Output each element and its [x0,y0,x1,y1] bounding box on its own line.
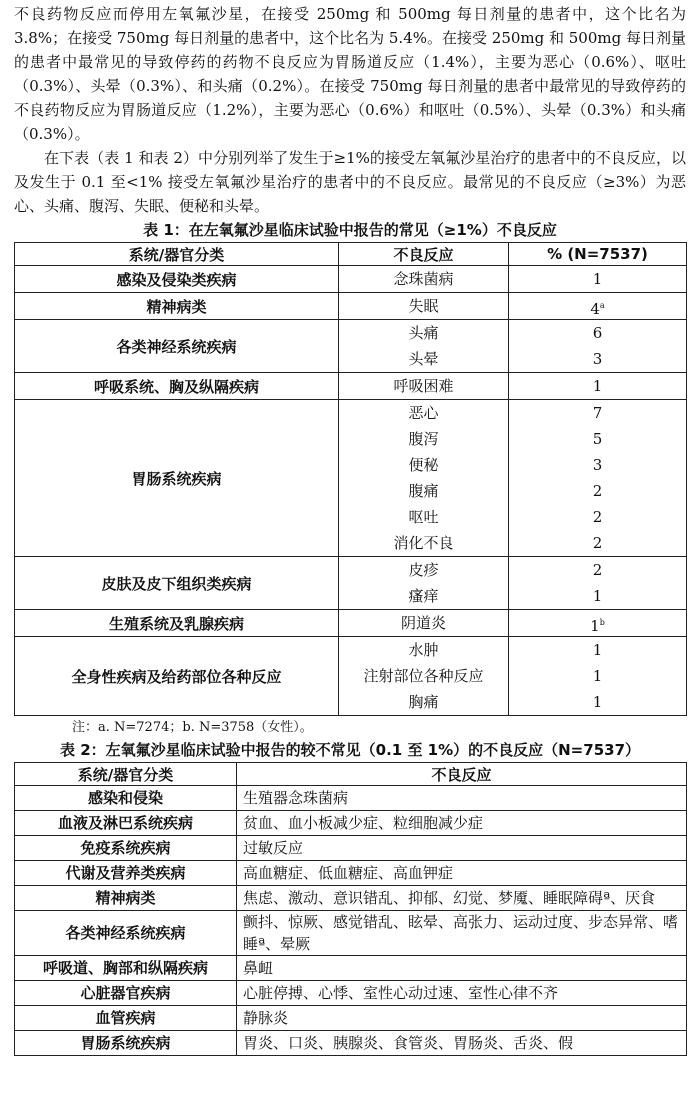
table2-category-cell: 精神病类 [15,886,237,911]
table1-percent: 2 [592,561,603,579]
table2-category-cell: 血管疾病 [15,1006,237,1031]
table2-row [15,1006,687,1031]
table2-header-row [15,763,687,786]
table2-reaction-cell: 生殖器念珠菌病 [237,786,687,811]
table1-reaction: 头痛 [408,324,439,342]
table1-percent: 1 [592,641,603,659]
table1-percent-cell [509,320,687,373]
table2-reaction-cell: 鼻衄 [237,956,687,981]
table1-category-cell: 各类神经系统疾病 [15,320,339,373]
table1-percent-line [513,637,682,663]
table1-category-cell: 胃肠系统疾病 [15,400,339,557]
table1-percent-line [513,400,682,426]
table1-category-cell: 生殖系统及乳腺疾病 [15,610,339,637]
table1-percent-cell [509,610,687,637]
table1 [14,242,687,716]
table1-category-cell: 感染及侵染类疾病 [15,266,339,293]
table2-reaction-cell: 心脏停搏、心悸、室性心动过速、室性心律不齐 [237,981,687,1006]
table1-reaction-cell [339,637,509,716]
table1-reaction: 水肿 [408,641,439,659]
table1-percent-cell [509,266,687,293]
table1-percent-line [513,530,682,556]
table1-percent-line [513,689,682,715]
table1-percent-line [513,663,682,689]
table1-reaction: 消化不良 [393,534,454,552]
footnote-marker: b [599,618,605,627]
table1-percent: 7 [592,404,603,422]
table2-reaction-cell: 过敏反应 [237,836,687,861]
table2-category-cell: 免疫系统疾病 [15,836,237,861]
table1-percent-line [513,478,682,504]
table2-reaction-cell: 胃炎、口炎、胰腺炎、食管炎、胃肠炎、舌炎、假 [237,1031,687,1056]
table2-reaction-cell: 静脉炎 [237,1006,687,1031]
table1-row [15,557,687,610]
table1-row [15,320,687,373]
table1-reaction: 注射部位各种反应 [363,667,484,685]
table1-percent: 1 [592,587,603,605]
table1-percent-line [513,557,682,583]
table1-row [15,400,687,557]
table1-row [15,266,687,293]
table2-header-category: 系统/器官分类 [15,763,237,786]
table1-percent-line [513,293,682,319]
table1-percent-line [513,373,682,399]
table1-reaction: 皮疹 [408,561,439,579]
table1-reaction-cell [339,373,509,400]
table1-percent: 3 [592,456,603,474]
table1-reaction-cell [339,320,509,373]
table1-category-cell: 精神病类 [15,293,339,320]
table1-reaction: 瘙痒 [408,587,439,605]
table2-reaction-cell: 贫血、血小板减少症、粒细胞减少症 [237,811,687,836]
table1-percent-cell [509,557,687,610]
table1-caption: 表 1：在左氧氟沙星临床试验中报告的常见（≥1%）不良反应 [143,221,557,239]
table1-row [15,610,687,637]
table1-percent-line [513,266,682,292]
table1-percent-line [513,346,682,372]
table1-percent-cell [509,373,687,400]
table2-row [15,786,687,811]
table1-percent-line [513,583,682,609]
table1-header-percent: % (N=7537) [509,243,687,266]
table1-category-cell: 呼吸系统、胸及纵隔疾病 [15,373,339,400]
table1-percent-line [513,610,682,636]
table1-percent-cell [509,293,687,320]
table2-row [15,811,687,836]
table1-percent-line [513,426,682,452]
table1-header-reaction: 不良反应 [339,243,509,266]
table1-percent: 1 [592,693,603,711]
table1-percent: 2 [592,482,603,500]
table2 [14,762,687,1056]
table1-reaction-cell [339,400,509,557]
table2-category-cell: 胃肠系统疾病 [15,1031,237,1056]
table1-percent: 1 [592,667,603,685]
table1-percent: 1 [590,617,600,635]
table1-reaction-cell [339,293,509,320]
table2-row [15,981,687,1006]
table1-reaction: 便秘 [408,456,439,474]
intro-paragraph-1: 不良药物反应而停用左氧氟沙星，在接受 250mg 和 500mg 每日剂量的患者中，这个比名为 3.8%；在接受 750mg 每日剂量的患者中，这个比名为 5.4%。在接受 250mg 和 500mg 每日剂量的患者中最常见的导致停药的药物不良反应为胃肠道反应（1.4%），主要为恶心（0.6%）、呕吐（0.3%）、头晕（0.3%）、和头痛（0.2%）。在接受 750mg 每日剂量的患者中最常见的导致停药的不良药物反应为胃肠道反应（1.2%），主要为恶心（0.6%）和呕吐（0.5%）、头晕（0.3%）和头痛（0.3%）。 [14,5,686,143]
table1-header-row [15,243,687,266]
table1-row [15,637,687,716]
table1-reaction: 腹痛 [408,482,439,500]
table1-category-cell: 皮肤及皮下组织类疾病 [15,557,339,610]
table1-percent-line [513,452,682,478]
table1-reaction: 失眠 [408,297,439,315]
table1-reaction: 呕吐 [408,508,439,526]
table2-category-cell: 呼吸道、胸部和纵隔疾病 [15,956,237,981]
table1-percent: 2 [592,508,603,526]
table1-reaction: 头晕 [408,350,439,368]
table2-category-cell: 血液及淋巴系统疾病 [15,811,237,836]
table1-percent: 6 [592,324,603,342]
table2-row [15,956,687,981]
table1-reaction: 阴道炎 [400,614,446,632]
table1-category-cell: 全身性疾病及给药部位各种反应 [15,637,339,716]
document-page [14,2,686,1056]
table2-category-cell: 代谢及营养类疾病 [15,861,237,886]
table1-reaction: 恶心 [408,404,439,422]
footnote-marker: a [599,301,605,310]
table2-category-cell: 感染和侵染 [15,786,237,811]
table1-percent: 1 [592,270,603,288]
table1-reaction: 腹泻 [408,430,439,448]
table1-percent-line [513,320,682,346]
table2-reaction-cell: 焦虑、激动、意识错乱、抑郁、幻觉、梦魇、睡眠障碍ª、厌食 [237,886,687,911]
table1-reaction: 念珠菌病 [393,270,454,288]
table1-header-category: 系统/器官分类 [15,243,339,266]
table1-row [15,373,687,400]
table1-reaction-cell [339,610,509,637]
table1-percent-line [513,504,682,530]
table2-row [15,886,687,911]
table1-percent: 1 [592,377,603,395]
table1-percent: 5 [592,430,603,448]
table2-row [15,1031,687,1056]
table2-row [15,861,687,886]
table1-percent-cell [509,400,687,557]
table1-percent: 4 [590,300,600,318]
table2-row [15,836,687,861]
table2-header-reaction: 不良反应 [237,763,687,786]
table1-percent: 3 [592,350,603,368]
table2-caption: 表 2：左氧氟沙星临床试验中报告的较不常见（0.1 至 1%）的不良反应（N=7537） [59,741,640,759]
table2-category-cell: 各类神经系统疾病 [15,911,237,956]
table2-row [15,911,687,956]
table1-percent-cell [509,637,687,716]
table1-row [15,293,687,320]
table2-reaction-cell: 高血糖症、低血糖症、高血钾症 [237,861,687,886]
table1-note: 注：a. N=7274；b. N=3758（女性）。 [72,720,313,735]
table2-reaction-cell: 颤抖、惊厥、感觉错乱、眩晕、高张力、运动过度、步态异常、嗜睡ª、晕厥 [237,911,687,956]
table1-reaction: 呼吸困难 [393,377,454,395]
intro-paragraph-2: 在下表（表 1 和表 2）中分别列举了发生于≥1%的接受左氧氟沙星治疗的患者中的不良反应，以及发生于 0.1 至<1% 接受左氧氟沙星治疗的患者中的不良反应。最常见的不良反应（≥3%）为恶心、头痛、腹泻、失眠、便秘和头晕。 [14,149,686,215]
table1-percent: 2 [592,534,603,552]
table1-reaction-cell [339,557,509,610]
table2-category-cell: 心脏器官疾病 [15,981,237,1006]
table1-reaction-cell [339,266,509,293]
table1-reaction: 胸痛 [408,693,439,711]
